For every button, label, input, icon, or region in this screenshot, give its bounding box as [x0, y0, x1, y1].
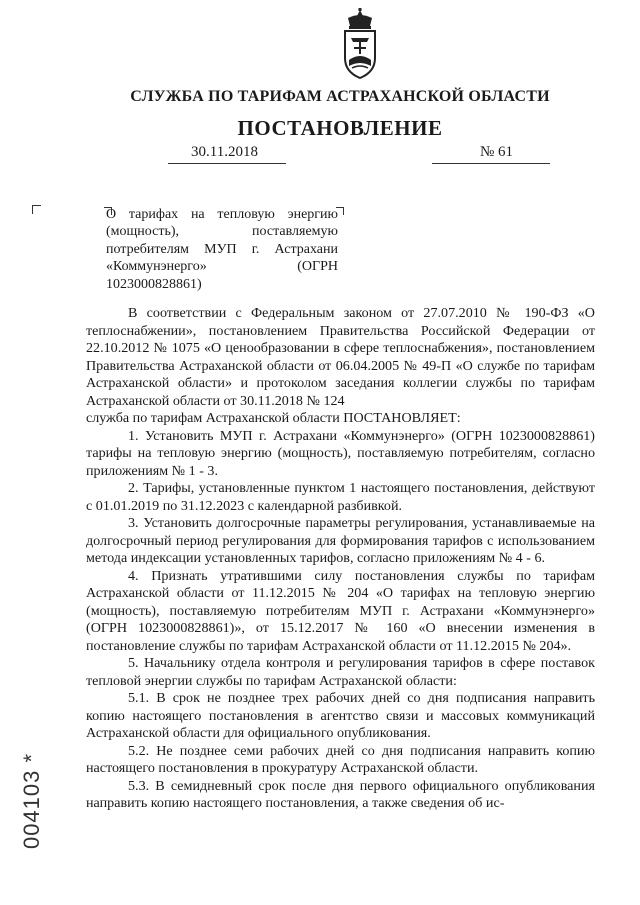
date-underline	[168, 163, 286, 164]
preamble-paragraph: В соответствии с Федеральным законом от 27.07.2010 № 190-ФЗ «О теплоснабжении», постановлением Правительства Российской Федерации от 22.10.2012 № 1075 «О ценообразовании в сфере теплоснабжения», постановлением Правительства Астраханской области от 06.04.2005 № 49-П «О службе по тарифам Астраханской области» и протоколом заседания коллегии службы по тарифам Астраханской области от 30.11.2018 № 124	[86, 305, 595, 409]
clause-5-2: 5.2. Не позднее семи рабочих дней со дня подписания направить копию настоящего постановления в прокуратуру Астраханской области.	[86, 742, 595, 776]
document-body	[86, 305, 595, 813]
number-underline	[432, 163, 550, 164]
archive-number-stamp	[14, 746, 50, 856]
resolution-statement: служба по тарифам Астраханской области ПОСТАНОВЛЯЕТ:	[86, 410, 461, 426]
document-number: № 61	[480, 144, 514, 160]
clause-3: 3. Установить долгосрочные параметры регулирования, устанавливаемые на долгосрочный период регулирования для формирования тарифов с использованием метода индексации установленных тарифов, согласно приложениям № 4 - 6.	[86, 515, 595, 566]
clause-4: 4. Признать утратившими силу постановления службы по тарифам Астраханской области от 11.12.2015 № 204 «О тарифах на тепловую энергию (мощность), поставляемую потребителям МУП г. Астрахани «Коммунэнерго» (ОГРН 1023000828861)», от 15.12.2017 № 160 «О внесении изменения в постановление службы по тарифам Астраханской области от 11.12.2015 № 204».	[86, 567, 595, 654]
clause-5-1: 5.1. В срок не позднее трех рабочих дней со дня подписания направить копию настоящего постановления в агентство связи и массовых коммуникаций Астраханской области для официального опубликования.	[86, 690, 595, 741]
stamp-text: 004103 *	[19, 752, 44, 850]
clause-5: 5. Начальнику отдела контроля и регулирования тарифов в сфере поставок тепловой энергии службы по тарифам Астраханской области:	[86, 655, 595, 689]
regional-coat-of-arms-emblem	[337, 8, 383, 80]
agency-name: СЛУЖБА ПО ТАРИФАМ АСТРАХАНСКОЙ ОБЛАСТИ	[130, 88, 550, 105]
document-date: 30.11.2018	[191, 144, 258, 160]
clause-5-3: 5.3. В семидневный срок после дня первого официального опубликования направить копию настоящего постановления, а также сведения об ис-	[86, 777, 595, 811]
document-type-title: ПОСТАНОВЛЕНИЕ	[237, 116, 443, 140]
clause-2: 2. Тарифы, установленные пунктом 1 настоящего постановления, действуют с 01.01.2019 по 31.12.2023 с календарной разбивкой.	[86, 480, 595, 514]
document-subject: О тарифах на тепловую энергию (мощность), поставляемую потребителям МУП г. Астрахани «Коммунэнерго» (ОГРН 1023000828861)	[106, 207, 338, 292]
clause-1: 1. Установить МУП г. Астрахани «Коммунэнерго» (ОГРН 1023000828861) тарифы на тепловую энергию (мощность), поставляемую потребителям, согласно приложениям № 1 - 3.	[86, 427, 595, 479]
margin-corner-mark	[32, 205, 41, 214]
